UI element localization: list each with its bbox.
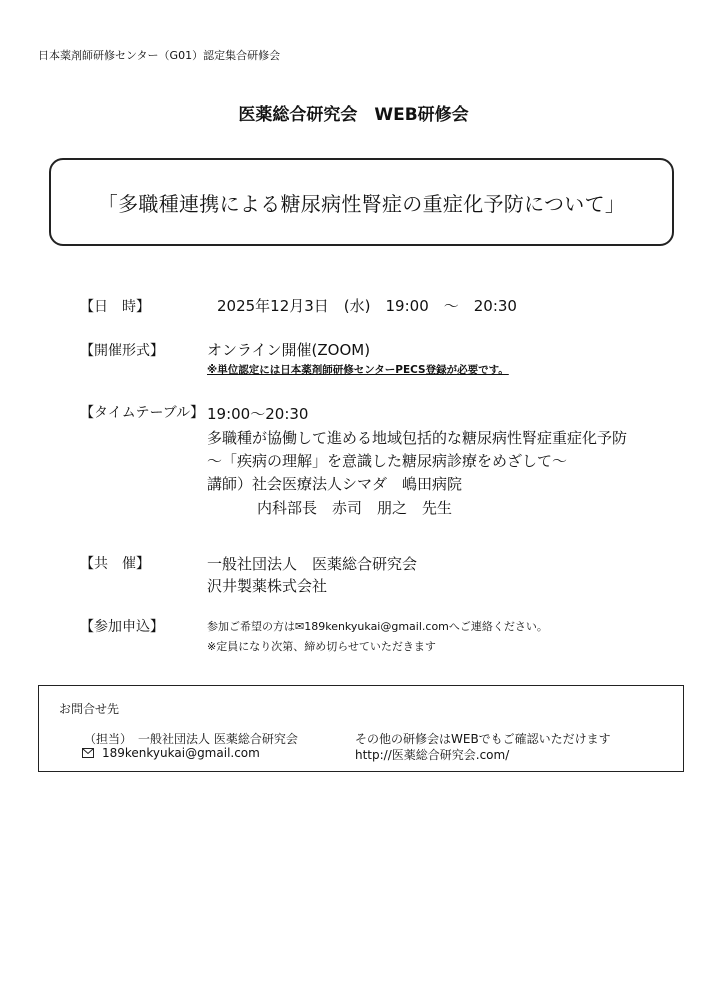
host-1: 一般社団法人 医薬総合研究会 [207,555,418,573]
speaker-name: 内科部長 赤司 朋之 先生 [257,499,453,517]
timetable-topic-2: ～「疾病の理解」を意識した糖尿病診療をめざして～ [207,452,568,470]
format-label: 【開催形式】 [80,343,164,359]
other-seminars-note: その他の研修会はWEBでもご確認いただけます [355,732,611,746]
speaker-affiliation: 講師）社会医療法人シマダ 嶋田病院 [207,475,463,493]
contact-person: （担当） 一般社団法人 医薬総合研究会 [84,732,298,746]
envelope-icon [82,747,94,761]
host-2: 沢井製薬株式会社 [207,577,328,595]
header-note: 日本薬剤師研修センター（G01）認定集合研修会 [38,49,281,62]
timetable-label: 【タイムテーブル】 [80,405,205,421]
contact-title: お問合せ先 [59,702,120,716]
apply-instructions: 参加ご希望の方は✉189kenkyukai@gmail.comへご連絡ください。 [207,620,548,633]
apply-deadline-note: ※定員になり次第、締め切らせていただきます [207,640,436,653]
timetable-topic-1: 多職種が協働して進める地域包括的な糖尿病性腎症重症化予防 [207,429,628,447]
date-label: 【日 時】 [80,299,150,315]
format-value: オンライン開催(ZOOM) [207,341,371,359]
contact-box [38,685,684,772]
apply-label: 【参加申込】 [80,619,164,635]
pecs-note: ※単位認定には日本薬剤師研修センターPECS登録が必要です。 [207,364,509,376]
seminar-title: 「多職種連携による糖尿病性腎症の重症化予防について」 [97,191,626,216]
page-title: 医薬総合研究会 WEB研修会 [238,105,469,125]
seminar-title-box [49,158,674,246]
date-value: 2025年12月3日 (水) 19:00 ～ 20:30 [217,297,517,315]
timetable-time: 19:00～20:30 [207,405,309,423]
website-link[interactable]: http://医薬総合研究会.com/ [355,748,510,762]
contact-email[interactable]: 189kenkyukai@gmail.com [102,746,260,760]
hosts-label: 【共 催】 [80,556,150,572]
